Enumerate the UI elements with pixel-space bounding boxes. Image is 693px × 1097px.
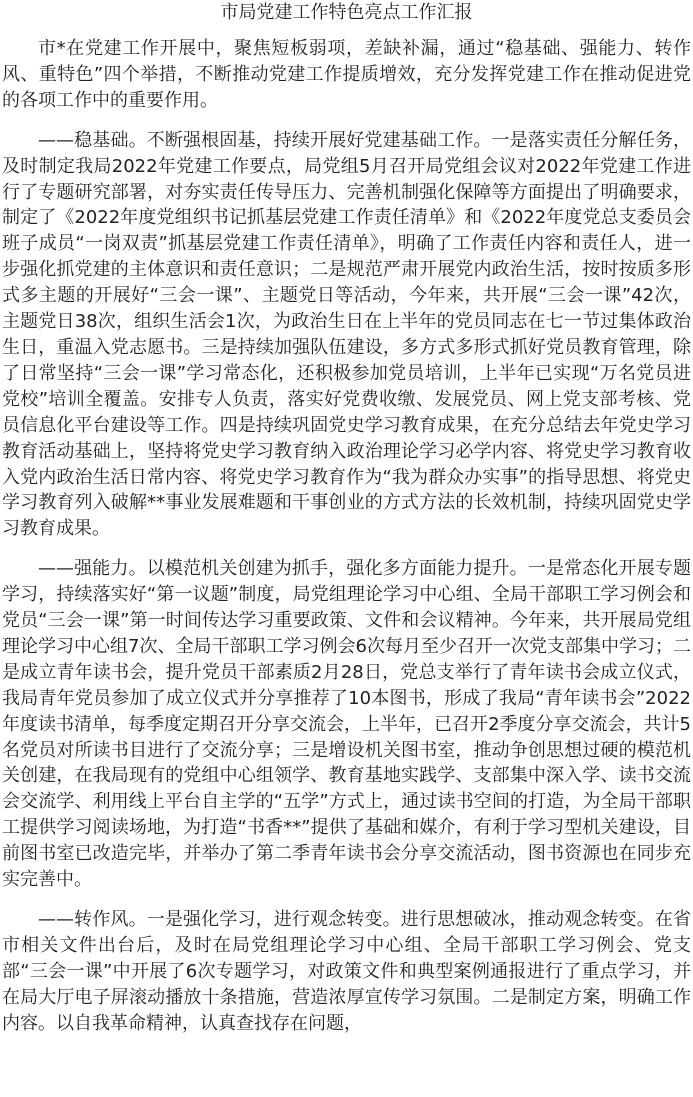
paragraph-strengthen-ability: ——强能力。以模范机关创建为抓手，强化多方面能力提升。一是常态化开展专题学习，持续落实好“第一议题”制度，局党组理论学习中心组、全局干部职工学习例会和党员“三会一课”第一时间传达学习重要政策、文件和会议精神。今年来，共开展局党组理论学习中心组7次、全局干部职工学习例会6次每月至少召开一次党支部集中学习；二是成立青年读书会，提升党员干部素质2月28日，党总支举行了青年读书会成立仪式，我局青年党员参加了成立仪式并分享推荐了10本图书，形成了我局“青年读书会”2022年度读书清单，每季度定期召开分享交流会，上半年，已召开2季度分享交流会，共计5名党员对所读书目进行了交流分享；三是增设机关图书室，推动争创思想过硬的模范机关创建，在我局现有的党组中心组领学、教育基地实践学、支部集中深入学、读书交流会交流学、利用线上平台自主学的“五学”方式上，通过读书空间的打造，为全局干部职工提供学习阅读场地，为打造“书香**”提供了基础和媒介，有利于学习型机关建设，目前图书室已改造完毕，并举办了第二季青年读书会分享交流活动，图书资源也在同步充实完善中。 [2, 558, 691, 891]
paragraph-intro: 市*在党建工作开展中，聚焦短板弱项，差缺补漏，通过“稳基础、强能力、转作风、重特色”四个举措，不断推动党建工作提质增效，充分发挥党建工作在推动促进党的各项工作中的重要作用。 [2, 38, 691, 111]
paragraph-change-style: ——转作风。一是强化学习，进行观念转变。进行思想破冰，推动观念转变。在省市相关文件出台后，及时在局党组理论学习中心组、全局干部职工学习例会、党支部“三会一课”中开展了6次专题学习，对政策文件和典型案例通报进行了重点学习，并在局大厅电子屏滚动播放十条措施，营造浓厚宣传学习氛围。二是制定方案，明确工作内容。以自我革命精神，认真查找存在问题， [2, 909, 691, 1034]
document-title: 市局党建工作特色亮点工作汇报 [220, 2, 473, 23]
paragraph-stabilize-foundation: ——稳基础。不断强根固基，持续开展好党建基础工作。一是落实责任分解任务，及时制定我局2022年党建工作要点，局党组5月召开局党组会议对2022年党建工作进行了专题研究部署，对夯实责任传导压力、完善机制强化保障等方面提出了明确要求，制定了《2022年度党组织书记抓基层党建工作责任清单》和《2022年度党总支委员会班子成员“一岗双责”抓基层党建工作责任清单》，明确了工作责任内容和责任人，进一步强化抓党建的主体意识和责任意识；二是规范严肃开展党内政治生活，按时按质多形式多主题的开展好“三会一课”、主题党日等活动，今年来，共开展“三会一课”42次，主题党日38次，组织生活会1次，为政治生日在上半年的党员同志在七一节过集体政治生日，重温入党志愿书。三是持续加强队伍建设，多方式多形式抓好党员教育管理，除了日常坚持“三会一课”学习常态化，还积极参加党员培训，上半年已实现“万名党员进党校”培训全覆盖。安排专人负责，落实好党费收缴、发展党员、网上党支部考核、党员信息化平台建设等工作。四是持续巩固党史学习教育成果，在充分总结去年党史学习教育活动基础上，坚持将党史学习教育纳入政治理论学习必学内容、将党史学习教育收入党内政治生活日常内容、将党史学习教育作为“我为群众办实事”的指导思想、将党史学习教育列入破解**事业发展难题和干事创业的方式方法的长效机制，持续巩固党史学习教育成果。 [2, 129, 691, 540]
